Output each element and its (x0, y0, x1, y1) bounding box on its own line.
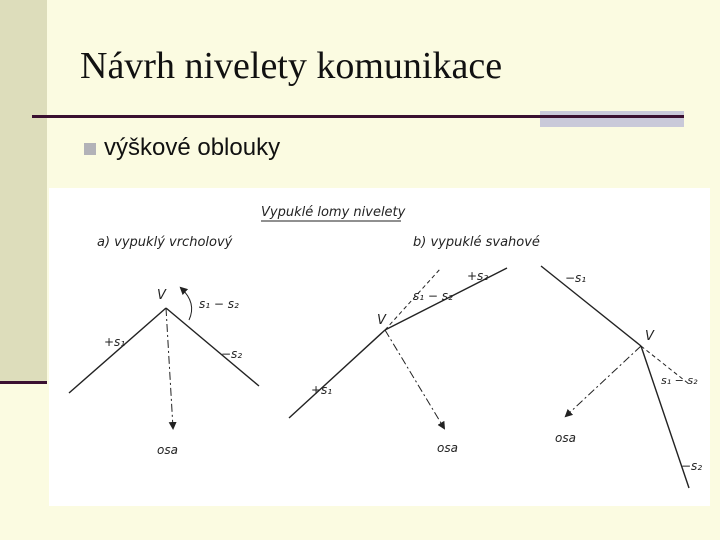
case-b2-second-grade-label: −s₂ (681, 459, 703, 473)
case-b-rising (289, 268, 507, 455)
case-b1-axis (385, 330, 444, 428)
case-b2-angle-label: s₁ − s₂ (661, 374, 698, 387)
diagram-heading: Vypuklé lomy nivelety (261, 205, 406, 220)
case-b2-axis-label: osa (555, 431, 576, 445)
left-sidebar-panel (0, 0, 47, 383)
slide-title: Návrh nivelety komunikace (80, 45, 503, 87)
case-a-angle-label: s₁ − s₂ (199, 297, 239, 311)
vertical-curve-diagram (49, 188, 710, 506)
case-a-vertex-label: V (157, 288, 166, 303)
case-a-right-grade (166, 308, 259, 386)
sidebar-divider (0, 381, 47, 384)
bullet-text: výškové oblouky (104, 134, 281, 161)
title-rule (32, 115, 684, 118)
case-b1-angle-label: s₁ − s₂ (413, 289, 453, 303)
case-a-axis-label: osa (157, 443, 178, 457)
case-a-left-grade (69, 308, 166, 393)
case-b1-first-grade-label: +s₁ (311, 383, 333, 397)
case-b1-first-grade (289, 330, 385, 418)
case-a-crest (69, 288, 259, 457)
case-a-right-grade-label: −s₂ (221, 347, 243, 361)
case-a-axis (166, 308, 173, 428)
title-rule-accent (540, 111, 684, 127)
bullet-square-icon (84, 143, 96, 155)
case-b2-first-grade (541, 266, 641, 346)
case-b-label: b) vypuklé svahové (413, 235, 540, 250)
case-b1-second-grade-label: +s₂ (467, 269, 489, 283)
case-b-falling (541, 266, 702, 488)
case-b2-first-grade-label: −s₁ (565, 271, 587, 285)
case-b2-vertex-label: V (645, 329, 654, 344)
case-b1-axis-label: osa (437, 441, 458, 455)
case-a-angle-arc (181, 288, 192, 320)
case-a-left-grade-label: +s₁ (104, 335, 126, 349)
case-a-label: a) vypuklý vrcholový (97, 235, 233, 250)
case-b1-vertex-label: V (377, 313, 386, 328)
case-b2-axis (566, 346, 641, 416)
